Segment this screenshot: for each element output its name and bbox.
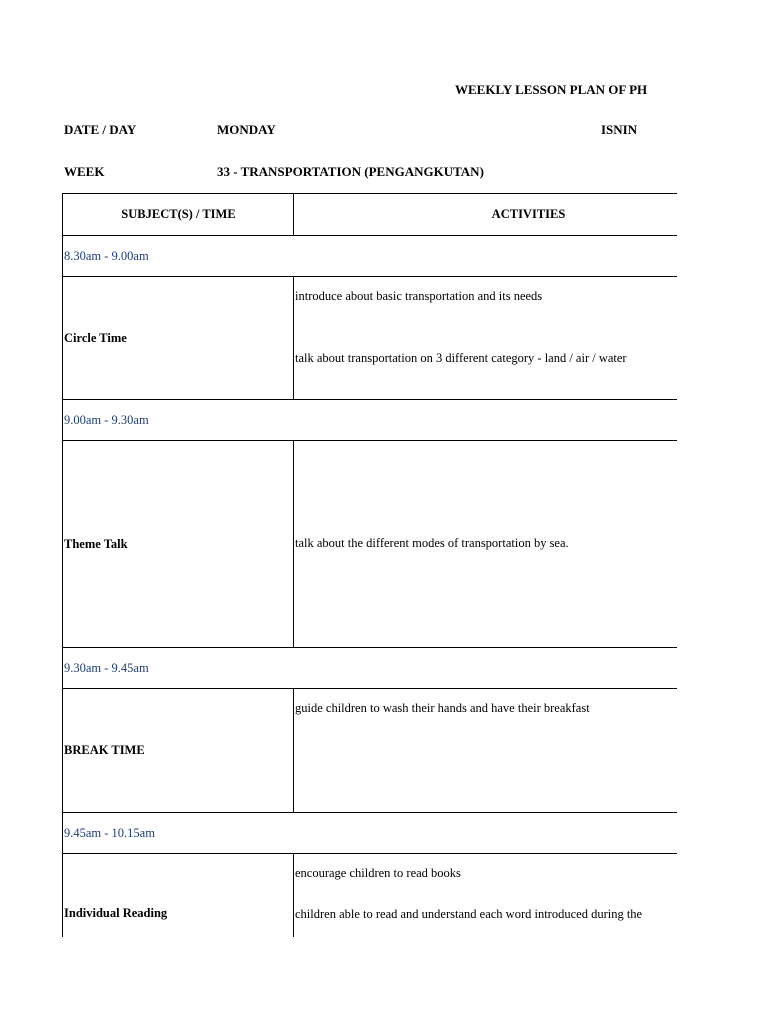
activity-line: introduce about basic transportation and its needs bbox=[295, 289, 543, 303]
activities-cell bbox=[294, 854, 678, 938]
time-row bbox=[63, 236, 678, 277]
subject-name: Circle Time bbox=[63, 277, 294, 400]
column-header-activities: ACTIVITIES bbox=[294, 194, 678, 236]
activity-line: talk about transportation on 3 different category - land / air / water bbox=[295, 351, 627, 365]
subject-name: Theme Talk bbox=[63, 441, 294, 648]
table-row bbox=[63, 854, 678, 938]
lesson-plan-table bbox=[62, 193, 677, 937]
table-row bbox=[63, 441, 678, 648]
time-row bbox=[63, 648, 678, 689]
time-slot: 9.30am - 9.45am bbox=[63, 648, 294, 689]
activities-cell bbox=[294, 277, 678, 400]
table-header-row bbox=[63, 194, 678, 236]
week-value: 33 - TRANSPORTATION (PENGANGKUTAN) bbox=[217, 164, 484, 179]
table-row bbox=[63, 277, 678, 400]
column-header-subject: SUBJECT(S) / TIME bbox=[63, 194, 294, 236]
time-row bbox=[63, 813, 678, 854]
subject-name: BREAK TIME bbox=[63, 689, 294, 813]
activities-cell bbox=[294, 689, 678, 813]
activities-cell bbox=[294, 441, 678, 648]
subject-name: Individual Reading bbox=[63, 854, 294, 938]
date-day-label: DATE / DAY bbox=[64, 122, 137, 137]
time-row bbox=[63, 400, 678, 441]
day-malay: ISNIN bbox=[601, 122, 638, 137]
page-title: WEEKLY LESSON PLAN OF PH bbox=[455, 82, 648, 97]
week-label: WEEK bbox=[64, 164, 105, 179]
activity-line: talk about the different modes of transportation by sea. bbox=[295, 536, 569, 550]
time-slot: 9.00am - 9.30am bbox=[63, 400, 294, 441]
activity-line: encourage children to read books bbox=[295, 866, 461, 880]
table-row bbox=[63, 689, 678, 813]
time-slot: 9.45am - 10.15am bbox=[63, 813, 294, 854]
day-english: MONDAY bbox=[217, 122, 276, 137]
activity-line: guide children to wash their hands and have their breakfast bbox=[295, 701, 590, 715]
time-slot: 8.30am - 9.00am bbox=[63, 236, 294, 277]
activity-line: children able to read and understand each word introduced during the bbox=[295, 907, 643, 921]
